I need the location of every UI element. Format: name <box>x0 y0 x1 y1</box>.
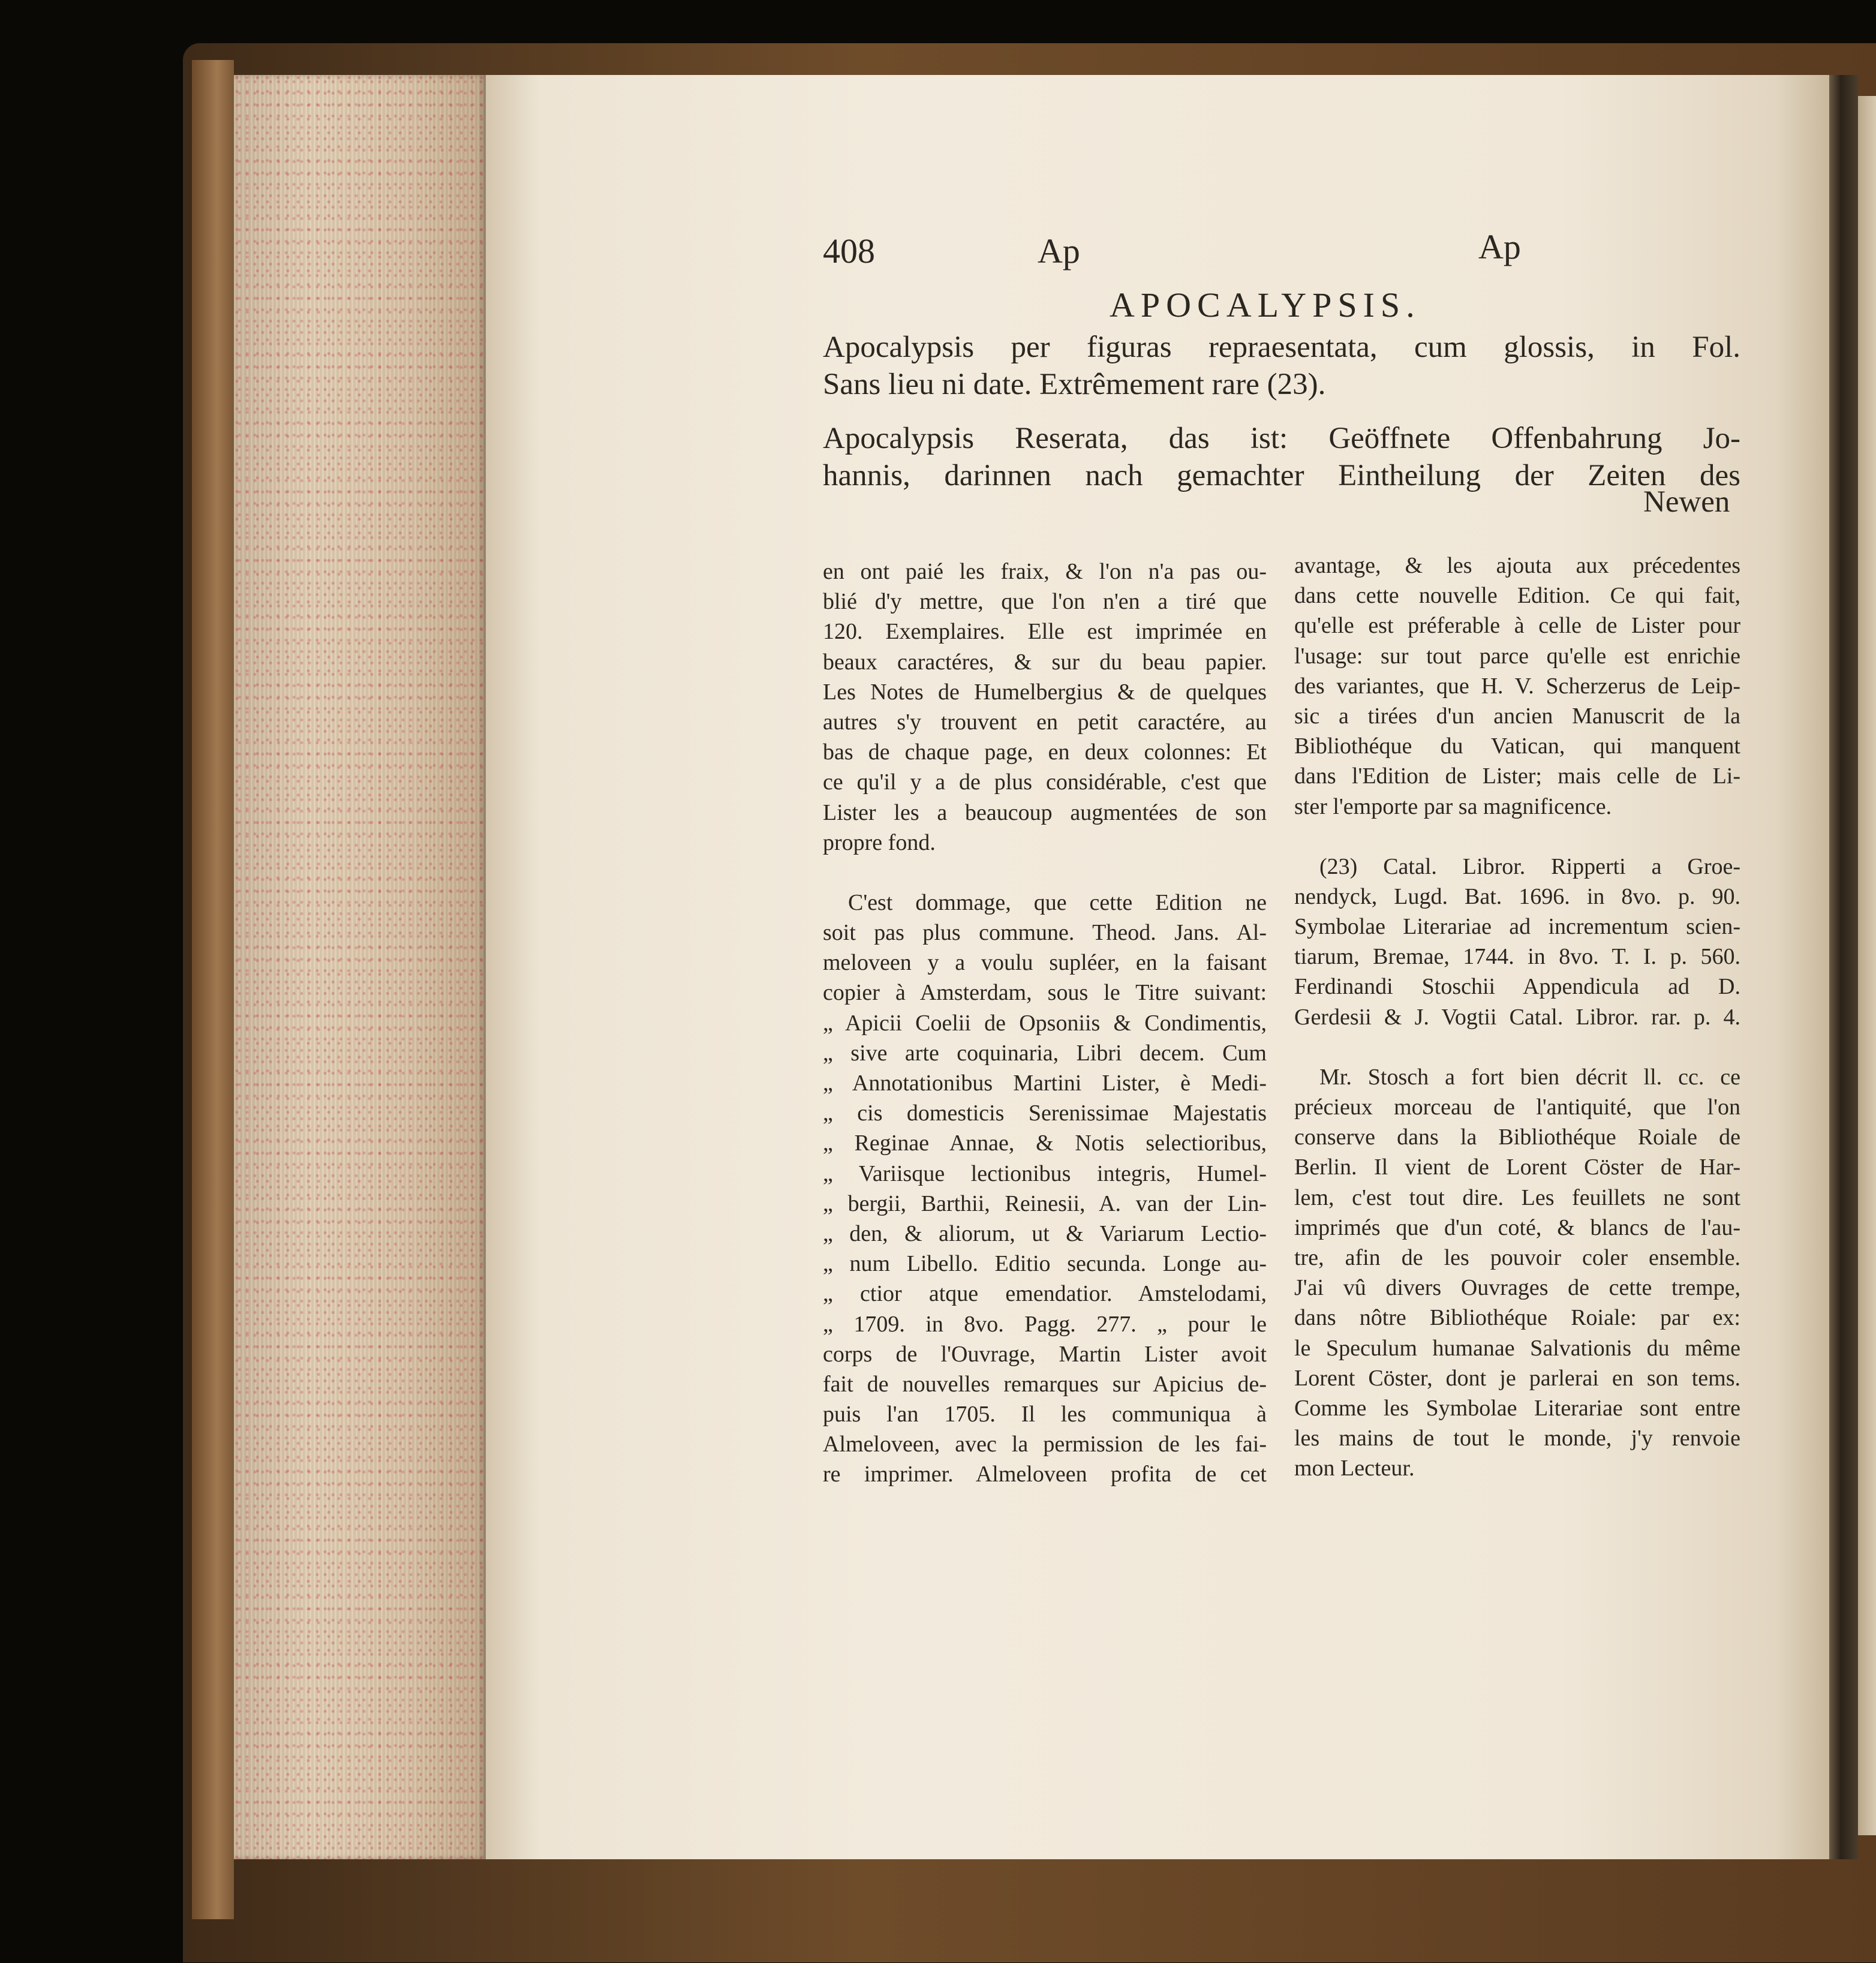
text-line: précieux morceau de l'antiquité, que l'on <box>1294 1095 1740 1120</box>
entry-line: Apocalypsis Reserata, das ist: Geöffnete Offenbahrung Jo- <box>823 422 1740 455</box>
text-line: „ Apicii Coelii de Opsoniis & Condimentis, <box>823 1010 1267 1036</box>
text-line: „ Variisque lectionibus integris, Humel- <box>823 1161 1267 1186</box>
text-line: bas de chaque page, en deux colonnes: Et <box>823 739 1267 765</box>
paragraph-gap <box>1294 1032 1740 1062</box>
text-line: C'est dommage, que cette Edition ne <box>848 889 1267 915</box>
text-line: conserve dans la Bibliothéque Roiale de <box>1294 1125 1740 1150</box>
book-gutter <box>1829 75 1858 1859</box>
entry-line: Apocalypsis per figuras repraesentata, cum glossis, in Fol. <box>823 330 1740 364</box>
catchword: Newen <box>1643 485 1730 519</box>
text-line: le Speculum humanae Salvationis du même <box>1294 1335 1740 1361</box>
text-line: „ bergii, Barthii, Reinesii, A. van der Lin- <box>823 1191 1267 1216</box>
text-line: autres s'y trouvent en petit caractére, au <box>823 709 1267 735</box>
facing-page-edge <box>1858 96 1876 1835</box>
text-line: meloveen y a voulu supléer, en la faisant <box>823 950 1267 976</box>
running-head-right: Ap <box>1478 227 1521 266</box>
footnote-line: nendyck, Lugd. Bat. 1696. in 8vo. p. 90. <box>1294 883 1740 909</box>
section-title: APOCALYPSIS. <box>1110 285 1421 324</box>
text-line: ce qu'il y a de plus considérable, c'est que <box>823 769 1267 795</box>
paragraph-gap <box>823 858 1267 888</box>
text-line: Mr. Stosch a fort bien décrit ll. cc. ce <box>1319 1064 1740 1090</box>
text-line: copier à Amsterdam, sous le Titre suivant: <box>823 980 1267 1006</box>
right-column <box>1294 551 1740 1483</box>
text-line: „ 1709. in 8vo. Pagg. 277. „ pour le <box>823 1311 1267 1337</box>
page-number: 408 <box>823 232 875 270</box>
text-line: sic a tirées d'un ancien Manuscrit de la <box>1294 703 1740 729</box>
text-line: avantage, & les ajouta aux précedentes <box>1294 553 1740 578</box>
text-line: dans l'Edition de Lister; mais celle de Li- <box>1294 763 1740 789</box>
text-line: „ num Libello. Editio secunda. Longe au- <box>823 1251 1267 1277</box>
footnote-line: (23) Catal. Libror. Ripperti a Groe- <box>1319 853 1740 879</box>
text-line: Lorent Cöster, dont je parlerai en son tems. <box>1294 1365 1740 1391</box>
footnote-line: Ferdinandi Stoschii Appendicula ad D. <box>1294 974 1740 1000</box>
text-line: puis l'an 1705. Il les communiqua à <box>823 1402 1267 1427</box>
text-line: „ cis domesticis Serenissimae Majestatis <box>823 1101 1267 1126</box>
text-line: „ ctior atque emendatior. Amstelodami, <box>823 1281 1267 1307</box>
text-line: J'ai vû divers Ouvrages de cette trempe, <box>1294 1275 1740 1301</box>
text-line: „ sive arte coquinaria, Libri decem. Cum <box>823 1040 1267 1066</box>
text-line: re imprimer. Almeloveen profita de cet <box>823 1462 1267 1487</box>
text-line: en ont paié les fraix, & l'on n'a pas ou- <box>823 559 1267 584</box>
running-head-left: Ap <box>1038 232 1080 270</box>
text-line: propre fond. <box>823 829 936 855</box>
text-line: „ Annotationibus Martini Lister, è Medi- <box>823 1071 1267 1096</box>
text-line: „ den, & aliorum, ut & Variarum Lectio- <box>823 1221 1267 1246</box>
text-line: l'usage: sur tout parce qu'elle est enrichie <box>1294 643 1740 669</box>
text-line: dans nôtre Bibliothéque Roiale: par ex: <box>1294 1305 1740 1331</box>
text-line: mon Lecteur. <box>1294 1456 1415 1481</box>
text-line: „ Reginae Annae, & Notis selectioribus, <box>823 1131 1267 1156</box>
footnote-line: tiarum, Bremae, 1744. in 8vo. T. I. p. 560. <box>1294 944 1740 970</box>
text-line: soit pas plus commune. Theod. Jans. Al- <box>823 920 1267 946</box>
footnote-line: Gerdesii & J. Vogtii Catal. Libror. rar. p. 4. <box>1294 1004 1740 1030</box>
text-line: qu'elle est préferable à celle de Lister pour <box>1294 613 1740 639</box>
text-line: lem, c'est tout dire. Les feuillets ne sont <box>1294 1185 1740 1210</box>
text-line: Almeloveen, avec la permission de les fai- <box>823 1432 1267 1457</box>
sprinkled-page-edges <box>234 75 486 1859</box>
text-line: imprimés que d'un coté, & blancs de l'au- <box>1294 1215 1740 1240</box>
entry-line: hannis, darinnen nach gemachter Eintheilung der Zeiten des <box>823 459 1740 492</box>
text-line: les mains de tout le monde, j'y renvoie <box>1294 1426 1740 1451</box>
text-line: fait de nouvelles remarques sur Apicius de- <box>823 1371 1267 1397</box>
book-cover-edge <box>192 60 234 1919</box>
text-line: des variantes, que H. V. Scherzerus de Leip- <box>1294 673 1740 699</box>
text-line: corps de l'Ouvrage, Martin Lister avoit <box>823 1341 1267 1367</box>
text-line: 120. Exemplaires. Elle est imprimée en <box>823 619 1267 645</box>
text-line: dans cette nouvelle Edition. Ce qui fait, <box>1294 583 1740 609</box>
text-line: Les Notes de Humelbergius & de quelques <box>823 679 1267 705</box>
paragraph-gap <box>1294 822 1740 852</box>
text-line: ster l'emporte par sa magnificence. <box>1294 793 1612 819</box>
text-line: blié d'y mettre, que l'on n'en a tiré que <box>823 589 1267 615</box>
left-column <box>823 557 1267 1490</box>
entry-line: Sans lieu ni date. Extrêmement rare (23). <box>823 368 1326 401</box>
text-line: Comme les Symbolae Literariae sont entre <box>1294 1395 1740 1421</box>
text-line: Lister les a beaucoup augmentées de son <box>823 799 1267 825</box>
text-line: Berlin. Il vient de Lorent Cöster de Har- <box>1294 1155 1740 1180</box>
text-line: beaux caractéres, & sur du beau papier. <box>823 649 1267 675</box>
text-line: Bibliothéque du Vatican, qui manquent <box>1294 734 1740 759</box>
footnote-line: Symbolae Literariae ad incrementum scien- <box>1294 914 1740 940</box>
text-line: tre, afin de les pouvoir coler ensemble. <box>1294 1244 1740 1270</box>
